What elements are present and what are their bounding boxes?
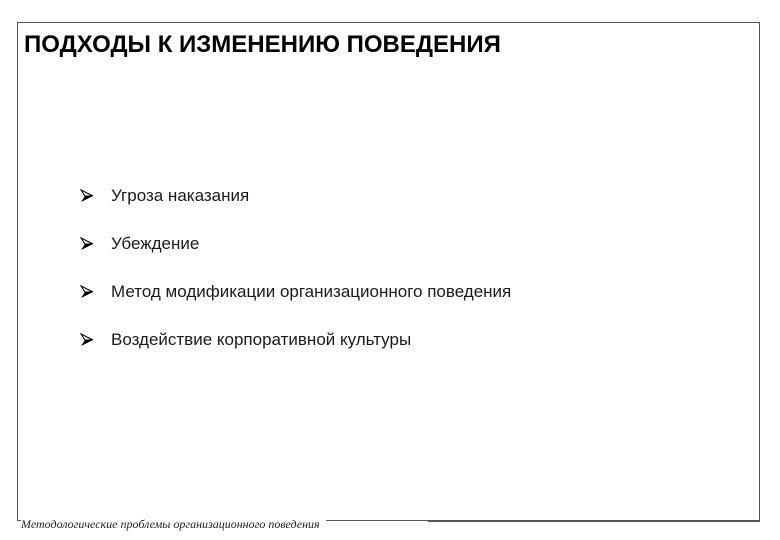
list-item-label: Убеждение (111, 234, 200, 253)
arrowhead-bullet-icon (80, 189, 94, 203)
arrowhead-bullet-icon (80, 237, 94, 251)
slide-footer: Методологические проблемы организационного поведения (21, 517, 326, 532)
list-item-label: Воздействие корпоративной культуры (111, 330, 412, 349)
list-item-label: Угроза наказания (111, 186, 250, 205)
bullet-list (80, 172, 511, 364)
list-item (80, 220, 511, 268)
list-item (80, 268, 511, 316)
arrowhead-bullet-icon (80, 285, 94, 299)
footer-divider (428, 521, 760, 522)
list-item (80, 316, 511, 364)
arrowhead-bullet-icon (80, 333, 94, 347)
slide-title: ПОДХОДЫ К ИЗМЕНЕНИЮ ПОВЕДЕНИЯ (24, 31, 501, 58)
list-item (80, 172, 511, 220)
list-item-label: Метод модификации организационного поведения (111, 282, 512, 301)
